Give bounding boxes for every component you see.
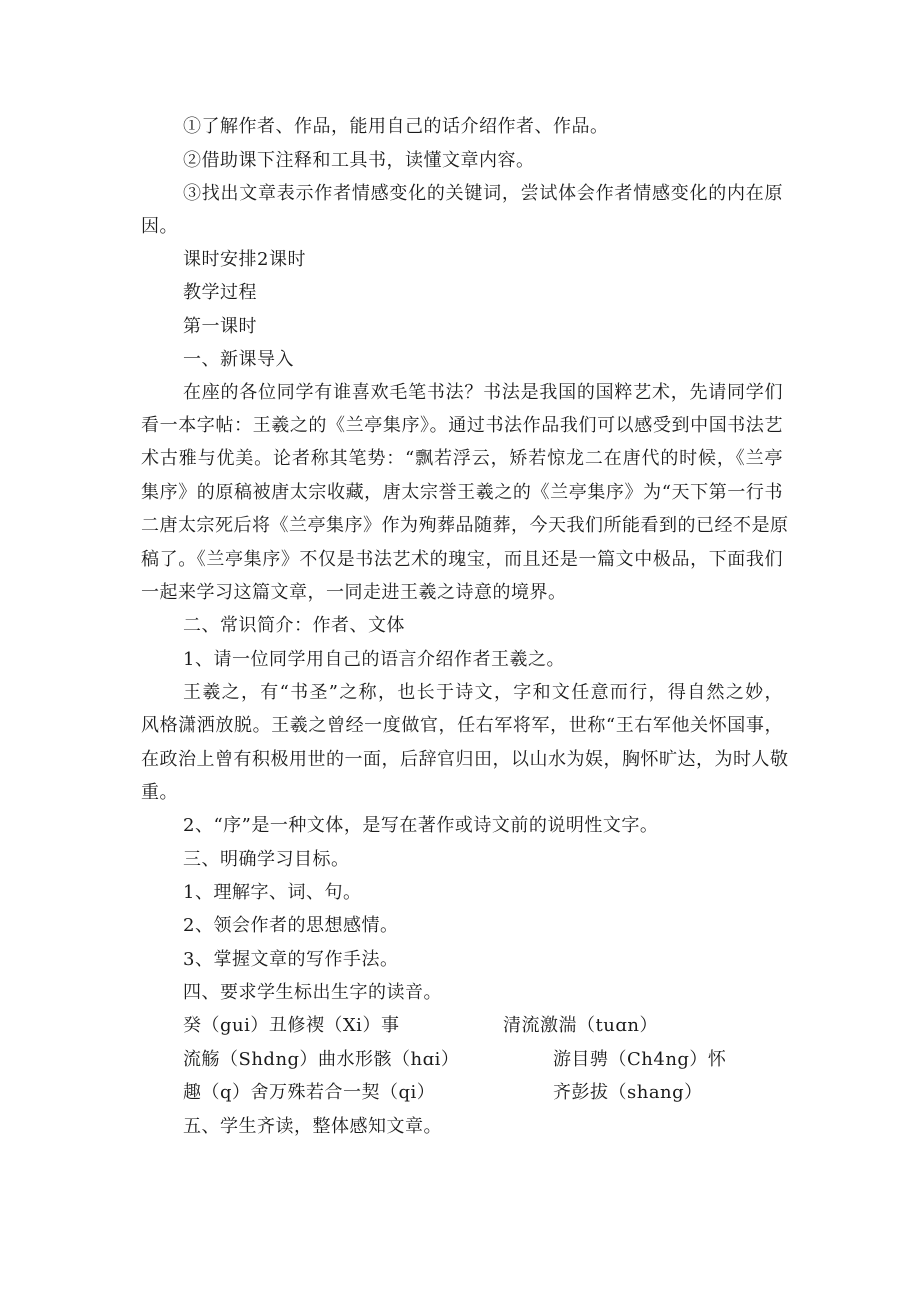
section4-heading: 四、要求学生标出生字的读音。 [183, 982, 442, 1003]
pronunciation-right: 游目骋（Ch4ng）怀 [553, 1049, 727, 1070]
pronunciation-right: 齐彭拔（shang） [553, 1082, 703, 1103]
class-schedule: 课时安排2课时 [183, 249, 306, 270]
process-title: 教学过程 [183, 282, 257, 303]
section5-heading: 五、学生齐读，整体感知文章。 [183, 1116, 442, 1137]
goal-item: 3、掌握文章的写作手法。 [183, 949, 399, 970]
section1-line: 一起来学习这篇文章，一同走进王羲之诗意的境界。 [141, 582, 567, 603]
pronunciation-right: 清流激湍（tuɑn） [503, 1015, 658, 1036]
objective-3: ③找出文章表示作者情感变化的关键词，尝试体会作者情感变化的内在原 [183, 183, 783, 204]
section1-line: 二唐太宗死后将《兰亭集序》作为殉葬品随葬，今天我们所能看到的已经不是原 [141, 515, 789, 536]
author-bio-line: 风格潇洒放脱。王羲之曾经一度做官，任右军将军，世称“王右军他关怀国事， [141, 715, 783, 736]
section2-heading: 二、常识简介：作者、文体 [183, 615, 405, 636]
pronunciation-left: 流觞（Shdng）曲水形骸（hɑi） [183, 1049, 460, 1070]
pronunciation-left: 癸（gui）丑修禊（Xi）事 [183, 1015, 400, 1036]
section1-line: 集序》的原稿被唐太宗收藏，唐太宗誉王羲之的《兰亭集序》为“天下第一行书 [141, 482, 783, 503]
goal-item: 1、理解字、词、句。 [183, 882, 362, 903]
author-bio-line: 在政治上曾有积极用世的一面，后辞官归田，以山水为娱，胸怀旷达，为时人敬 [141, 749, 789, 770]
section1-line: 术古雅与优美。论者称其笔势：“飘若浮云，矫若惊龙二在唐代的时候，《兰亭 [141, 448, 783, 469]
section2-item-2: 2、“序”是一种文体，是写在著作或诗文前的说明性文字。 [183, 815, 659, 836]
author-bio-line: 王羲之，有“书圣”之称，也长于诗文，字和文任意而行，得自然之妙， [183, 682, 783, 703]
lesson-one-title: 第一课时 [183, 316, 257, 337]
objective-3-cont: 因。 [141, 216, 178, 237]
section1-line: 稿了。《兰亭集序》不仅是书法艺术的瑰宝，而且还是一篇文中极品，下面我们 [141, 549, 783, 570]
objective-2: ②借助课下注释和工具书，读懂文章内容。 [183, 150, 535, 171]
section1-heading: 一、新课导入 [183, 349, 294, 370]
pronunciation-left: 趣（q）舍万殊若合一契（qi） [183, 1082, 436, 1103]
section1-line: 看一本字帖：王羲之的《兰亭集序》。通过书法作品我们可以感受到中国书法艺 [141, 415, 783, 436]
goal-item: 2、领会作者的思想感情。 [183, 915, 399, 936]
section3-heading: 三、明确学习目标。 [183, 849, 350, 870]
section2-item-1: 1、请一位同学用自己的语言介绍作者王羲之。 [183, 649, 565, 670]
author-bio-line: 重。 [141, 782, 178, 803]
section1-line: 在座的各位同学有谁喜欢毛笔书法？书法是我国的国粹艺术，先请同学们 [183, 382, 783, 403]
objective-1: ①了解作者、作品，能用自己的话介绍作者、作品。 [183, 116, 609, 137]
